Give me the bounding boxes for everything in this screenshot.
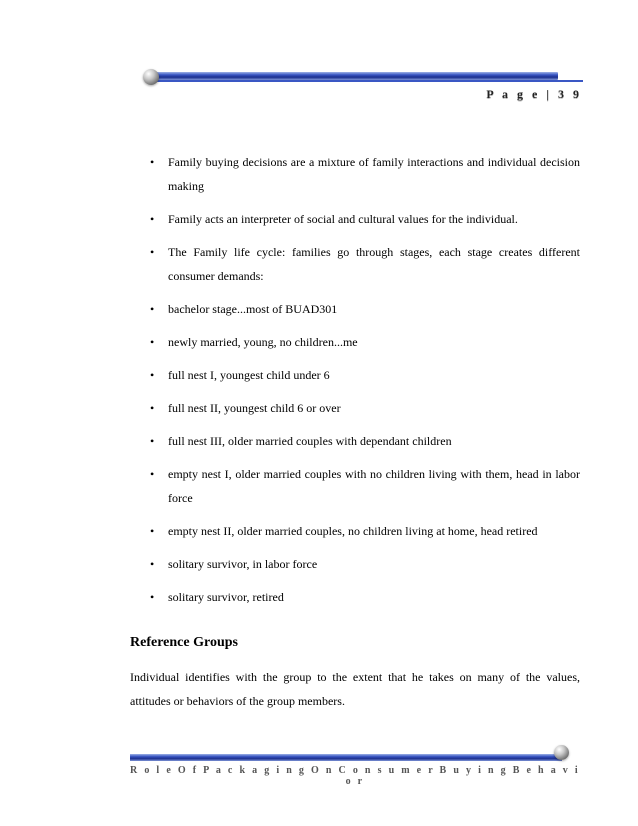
bullet-icon: • [150,524,155,538]
section-paragraph: Individual identifies with the group to the extent that he takes on many of the values, attitudes or behaviors of the group members. [130,670,580,708]
page-content [130,150,580,713]
list-item-text: full nest I, youngest child under 6 [168,368,330,382]
list-item-text: full nest III, older married couples with dependant children [168,434,452,448]
bullet-icon: • [150,467,155,481]
bullet-icon: • [150,302,155,316]
bullet-icon: • [150,368,155,382]
bullet-icon: • [150,335,155,349]
bullet-list [130,150,580,609]
list-item [130,330,580,354]
footer-rule [130,754,562,761]
header-orb-decoration [143,69,159,85]
list-item [130,519,580,543]
bullet-icon: • [150,155,155,169]
bullet-icon: • [150,590,155,604]
section-heading: Reference Groups [130,635,238,650]
page-number: P a g e | 3 9 [486,87,582,101]
bullet-icon: • [150,245,155,259]
header-rule-thin [148,80,583,82]
list-item-text: The Family life cycle: families go through stages, each stage creates different consumer demands: [168,245,580,283]
list-item-text: bachelor stage...most of BUAD301 [168,302,338,316]
bullet-icon: • [150,434,155,448]
list-item-text: solitary survivor, in labor force [168,557,318,571]
list-item-text: empty nest II, older married couples, no children living at home, head retired [168,524,538,538]
list-item-text: solitary survivor, retired [168,590,284,604]
list-item-text: Family acts an interpreter of social and cultural values for the individual. [168,212,518,226]
list-item [130,429,580,453]
bullet-icon: • [150,401,155,415]
list-item [130,363,580,387]
list-item-text: full nest II, youngest child 6 or over [168,401,341,415]
header-rule [148,72,558,80]
list-item-text: Family buying decisions are a mixture of family interactions and individual decision making [168,155,580,193]
list-item-text: newly married, young, no children...me [168,335,358,349]
list-item-text: empty nest I, older married couples with no children living with them, head in labor force [168,467,580,505]
footer-title: R o l e O f P a c k a g i n g O n C o n s u m e r B u y i n g B e h a v i o r [130,765,580,787]
bullet-icon: • [150,212,155,226]
list-item [130,462,580,510]
list-item [130,552,580,576]
list-item [130,150,580,198]
list-item [130,207,580,231]
footer-orb-decoration [554,745,569,760]
list-item [130,240,580,288]
bullet-icon: • [150,557,155,571]
list-item [130,396,580,420]
list-item [130,297,580,321]
list-item [130,585,580,609]
